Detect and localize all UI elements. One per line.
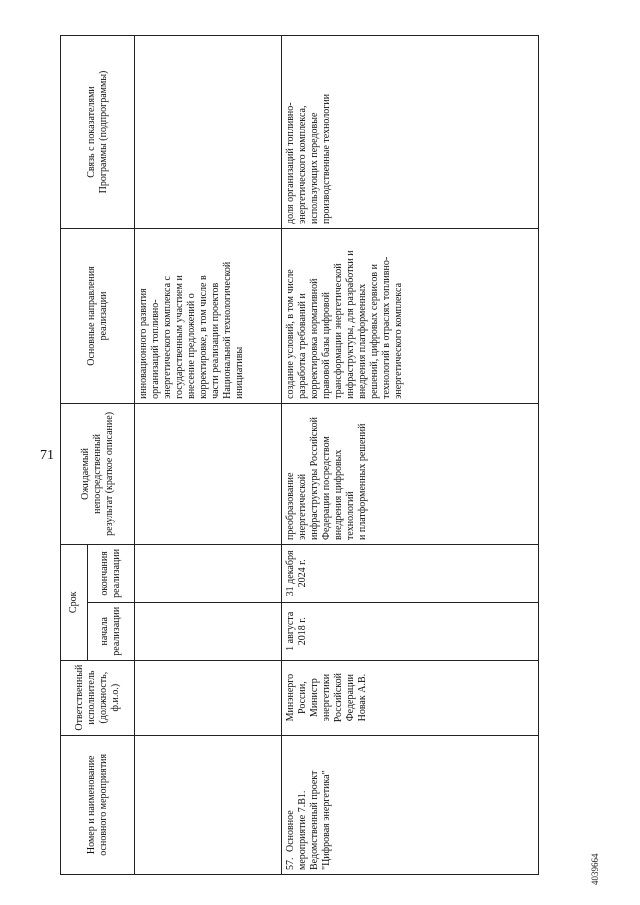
header-term-start: начала реализации xyxy=(88,602,135,660)
cell-empty xyxy=(135,660,282,735)
cell-directions-continuation: инновационного развития организаций топливно- энергетического комплекса с государственным участием и внесение предложений о корректировке, в том числе в части реализации проектов Национальной технологической инициативы xyxy=(135,228,282,403)
table-row-continuation xyxy=(135,36,282,875)
table-row xyxy=(282,36,539,875)
page-number: 71 xyxy=(40,448,54,463)
cell-empty xyxy=(135,36,282,229)
table-header-row xyxy=(61,36,88,875)
cell-start: 1 августа 2018 г. xyxy=(282,602,539,660)
header-number-name: Номер и наименование основного мероприятия xyxy=(61,735,135,874)
cell-empty xyxy=(135,544,282,602)
header-directions: Основные направления реализации xyxy=(61,228,135,403)
cell-directions: создание условий, в том числе разработка требований и корректировка нормативной правовой базы цифровой трансформации энергетической инфраструктуры, для разработки и внедрения платформенных решений, цифровых сервисов и технологий в отраслях топливно- энергетического комплекса xyxy=(282,228,539,403)
cell-result: преобразование энергетической инфраструктуры Российской Федерации посредством внедрения цифровых технологий и платформенных решений xyxy=(282,403,539,544)
measure-name: Основное мероприятие 7.В1. Ведомственный проект "Цифровая энергетика" xyxy=(285,770,332,870)
cell-end: 31 декабря 2024 г. xyxy=(282,544,539,602)
cell-empty xyxy=(135,403,282,544)
measures-table xyxy=(60,35,539,875)
cell-number-name xyxy=(282,735,539,874)
cell-empty xyxy=(135,602,282,660)
cell-empty xyxy=(135,735,282,874)
cell-executor: Минэнерго России, Министр энергетики Российской Федерации Новак А.В. xyxy=(282,660,539,735)
header-term-end: окончания реализации xyxy=(88,544,135,602)
row-number: 57. xyxy=(285,857,296,870)
document-id: 4039664 xyxy=(590,853,600,885)
header-result: Ожидаемый непосредственный результат (краткое описание) xyxy=(61,403,135,544)
header-term: Срок xyxy=(61,544,88,660)
cell-link: доля организаций топливно- энергетического комплекса, использующих передовые производственные технологии xyxy=(282,36,539,229)
rotated-table-container xyxy=(60,35,570,875)
header-executor: Ответственный исполнитель (должность, ф.и.о.) xyxy=(61,660,135,735)
header-link: Связь с показателями Программы (подпрограммы) xyxy=(61,36,135,229)
